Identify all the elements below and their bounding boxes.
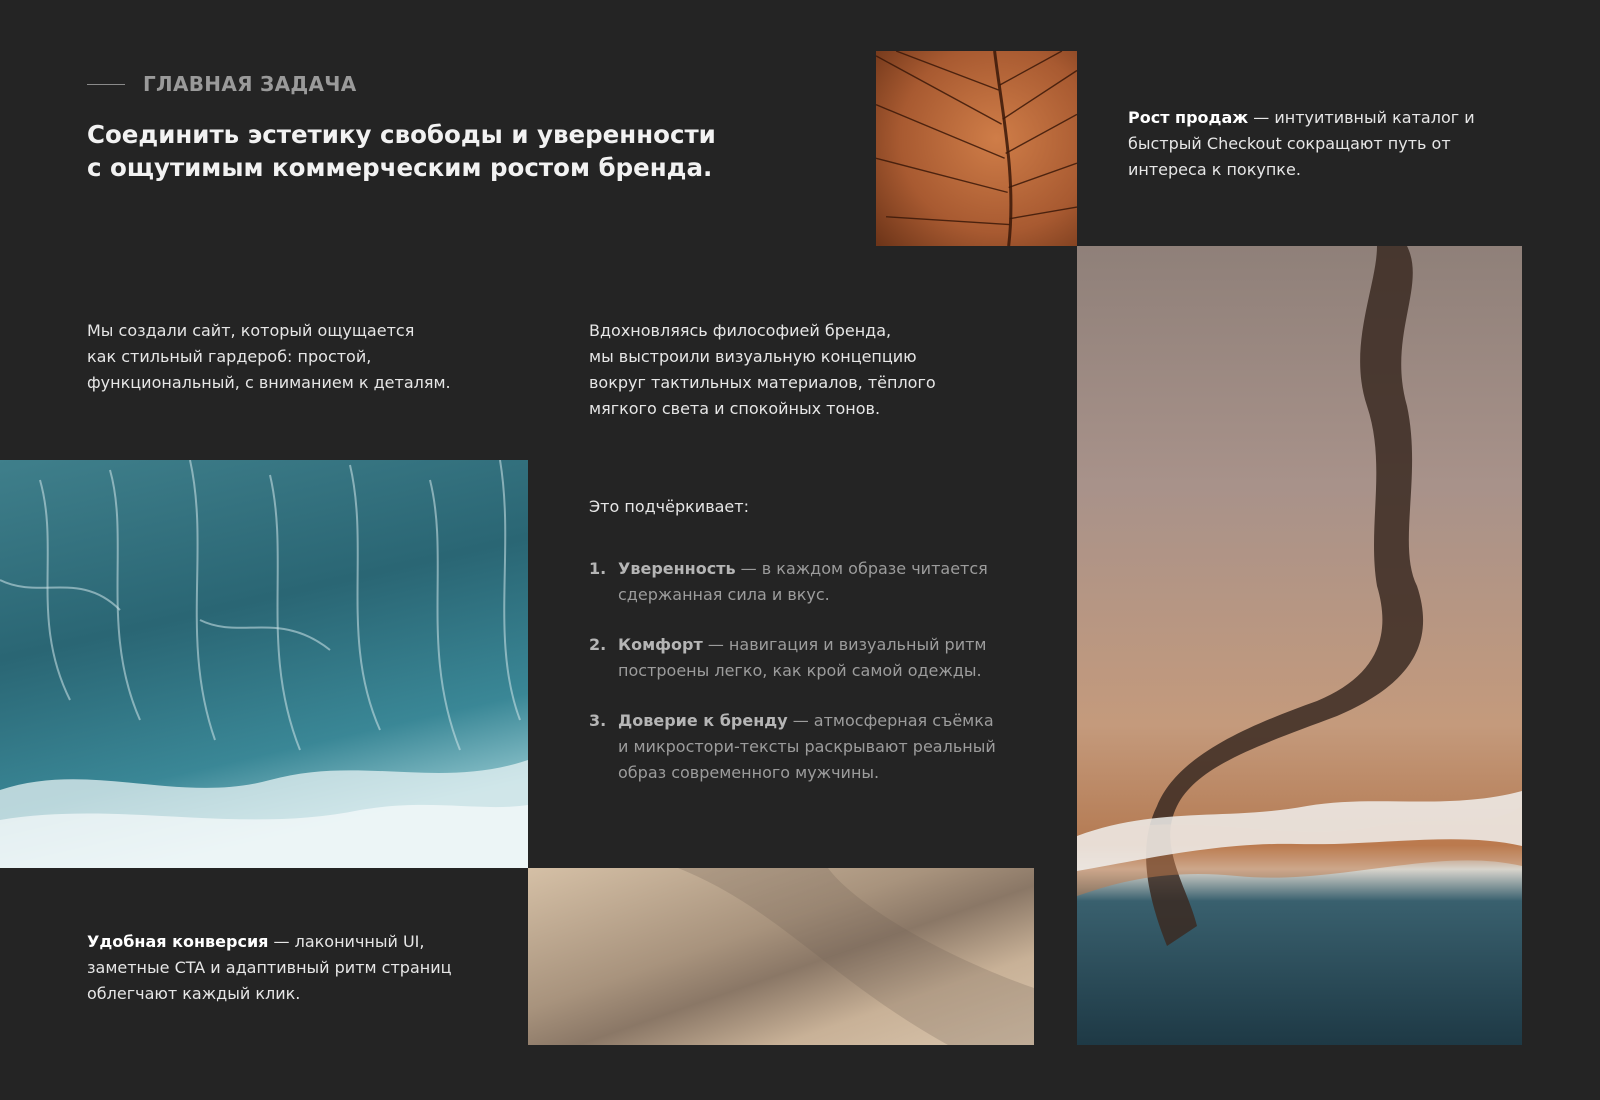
list-item-line-3: образ современного мужчины. — [618, 763, 880, 782]
list-item-line-1: — навигация и визуальный ритм — [702, 635, 987, 654]
list-item-number: 3. — [589, 711, 607, 730]
aerial-river-photo — [1077, 246, 1522, 1045]
intro-paragraph — [87, 318, 507, 396]
intro-line-2: как стильный гардероб: простой, — [87, 347, 372, 366]
list-item-title: Уверенность — [618, 559, 736, 578]
concept-line-2: мы выстроили визуальную концепцию — [589, 347, 917, 366]
list-item-text — [618, 632, 987, 684]
list-item-line-1: — в каждом образе читается — [735, 559, 988, 578]
headline-line-2: с ощутимым коммерческим ростом бренда. — [87, 153, 713, 182]
ocean-waves-photo — [0, 460, 528, 868]
leaf-photo — [876, 51, 1077, 246]
concept-line-1: Вдохновляясь философией бренда, — [589, 321, 892, 340]
list-item-line-1: — атмосферная съёмка — [787, 711, 994, 730]
list-item — [589, 632, 1039, 684]
list-item-title: Комфорт — [618, 635, 703, 654]
list-item-title: Доверие к бренду — [618, 711, 788, 730]
conversion-title: Удобная конверсия — [87, 932, 269, 951]
list-item-number: 1. — [589, 559, 607, 578]
sand-texture-photo — [528, 868, 1034, 1045]
conversion-text — [87, 929, 507, 1007]
list-item-line-2: сдержанная сила и вкус. — [618, 585, 830, 604]
sales-growth-line-2: быстрый Checkout сокращают путь от — [1128, 134, 1451, 153]
sales-growth-text — [1128, 105, 1508, 183]
conversion-line-2: заметные CTA и адаптивный ритм страниц — [87, 958, 452, 977]
list-item-line-2: построены легко, как крой самой одежды. — [618, 661, 982, 680]
concept-paragraph — [589, 318, 1009, 422]
list-item-text — [618, 556, 988, 608]
eyebrow-divider — [87, 84, 125, 85]
conversion-line-3: облегчают каждый клик. — [87, 984, 301, 1003]
page-headline — [87, 118, 727, 184]
list-item — [589, 556, 1039, 608]
list-item-number: 2. — [589, 635, 607, 654]
eyebrow-label: ГЛАВНАЯ ЗАДАЧА — [143, 72, 357, 96]
intro-line-1: Мы создали сайт, который ощущается — [87, 321, 415, 340]
concept-line-3: вокруг тактильных материалов, тёплого — [589, 373, 936, 392]
sales-growth-title: Рост продаж — [1128, 108, 1249, 127]
concept-line-4: мягкого света и спокойных тонов. — [589, 399, 881, 418]
emphasis-intro: Это подчёркивает: — [589, 497, 749, 516]
list-item-line-2: и микростори-тексты раскрывают реальный — [618, 737, 996, 756]
sales-growth-line-3: интереса к покупке. — [1128, 160, 1301, 179]
list-item — [589, 708, 1039, 786]
principles-list — [589, 556, 1039, 810]
headline-line-1: Соединить эстетику свободы и уверенности — [87, 120, 716, 149]
intro-line-3: функциональный, с вниманием к деталям. — [87, 373, 451, 392]
sales-growth-line-1: — интуитивный каталог и — [1248, 108, 1475, 127]
list-item-text — [618, 708, 996, 786]
section-eyebrow — [87, 72, 356, 96]
conversion-line-1: — лаконичный UI, — [268, 932, 425, 951]
